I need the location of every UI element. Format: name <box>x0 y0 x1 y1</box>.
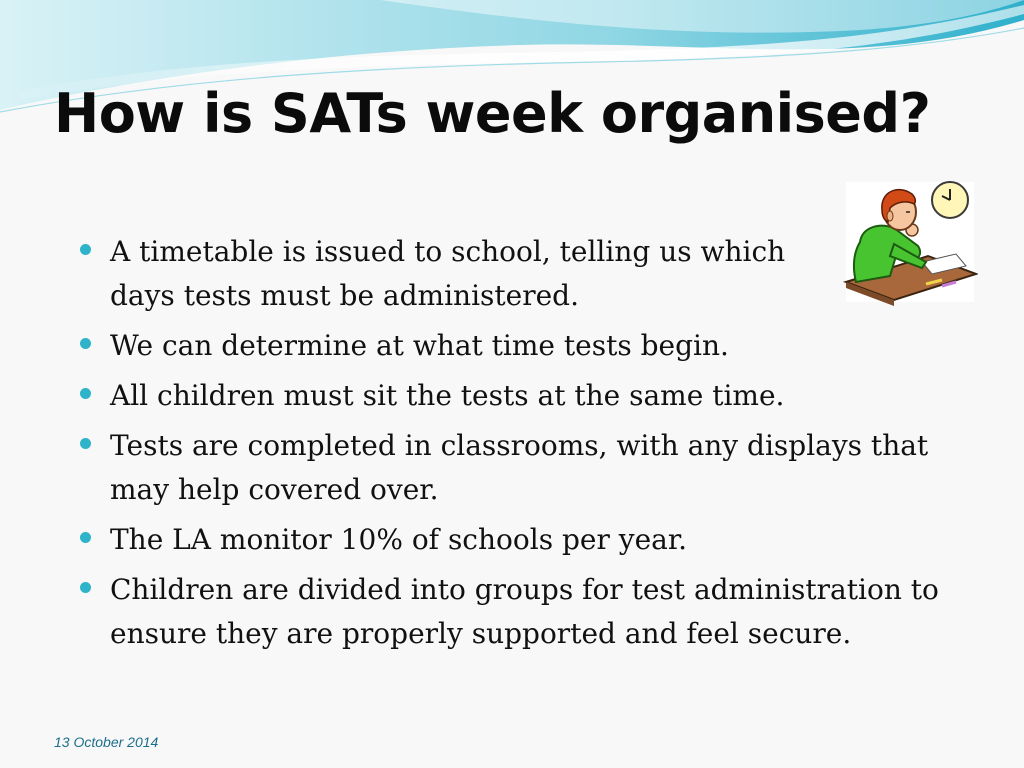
clock-icon <box>932 182 968 218</box>
bullet-dot-icon <box>80 244 91 255</box>
bullet-item <box>80 518 990 562</box>
bullet-dot-icon <box>80 388 91 399</box>
bullet-dot-icon <box>80 582 91 593</box>
bullet-text: We can determine at what time tests begin. <box>110 329 729 362</box>
bullet-text: A timetable is issued to school, telling us which days tests must be administered. <box>110 235 786 312</box>
bullet-item <box>80 374 990 418</box>
bullet-list <box>80 230 990 662</box>
bullet-text: Children are divided into groups for test administration to ensure they are properly supported and feel secure. <box>110 573 939 650</box>
slide-title: How is SATs week organised? <box>54 82 931 145</box>
bullet-item <box>80 230 830 318</box>
bullet-item <box>80 324 990 368</box>
bullet-text: All children must sit the tests at the same time. <box>110 379 785 412</box>
bullet-text: Tests are completed in classrooms, with any displays that may help covered over. <box>110 429 929 506</box>
bullet-text: The LA monitor 10% of schools per year. <box>110 523 688 556</box>
bullet-item <box>80 424 990 512</box>
bullet-dot-icon <box>80 438 91 449</box>
slide-date: 13 October 2014 <box>54 734 159 750</box>
bullet-dot-icon <box>80 338 91 349</box>
bullet-dot-icon <box>80 532 91 543</box>
bullet-item <box>80 568 990 656</box>
